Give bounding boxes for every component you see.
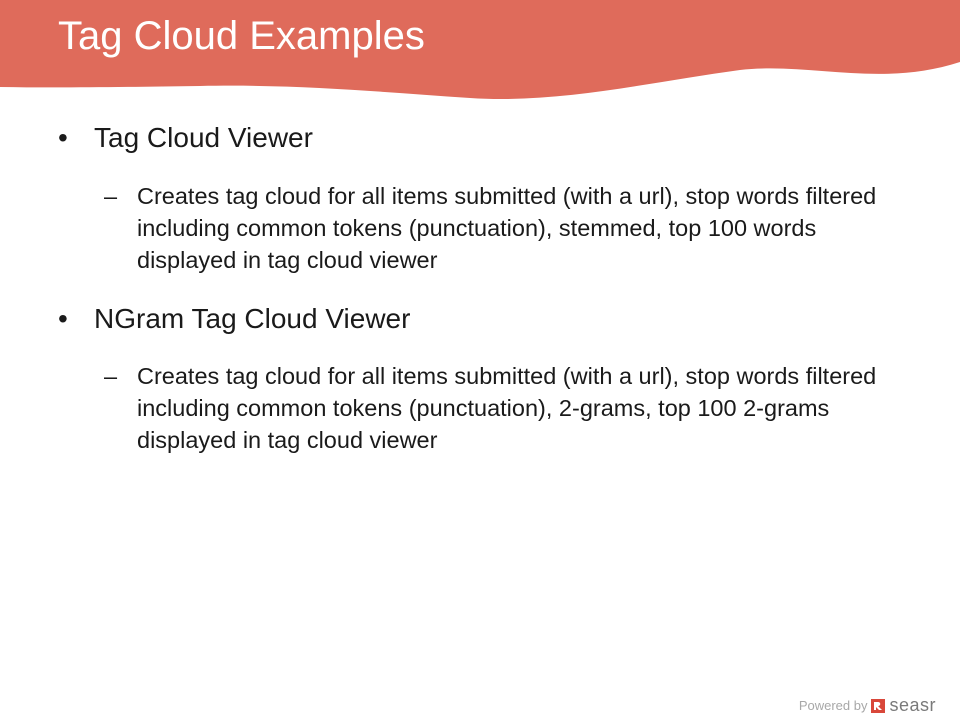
bullet-marker: • [58,122,68,153]
powered-by-text: Powered by [798,698,868,713]
seasr-logo-icon [871,699,885,713]
sub-bullet-marker: – [104,363,118,389]
sub-bullet-marker: – [104,183,118,209]
sub-bullet-ngram-tag-cloud-viewer [104,360,904,456]
bullet-label: NGram Tag Cloud Viewer [94,303,411,334]
sub-bullet-text: Creates tag cloud for all items submitted (with a url), stop words filtered including common tokens (punctuation), stemmed, top 100 words displayed in tag cloud viewer [137,183,877,273]
sub-bullet-text: Creates tag cloud for all items submitted (with a url), stop words filtered including common tokens (punctuation), 2-grams, top 100 2-grams displayed in tag cloud viewer [137,363,877,453]
seasr-brand-name: seasr [889,695,936,715]
powered-by-logo [799,695,936,716]
bullet-marker: • [58,303,68,334]
page-title: Tag Cloud Examples [58,14,425,58]
sub-bullet-tag-cloud-viewer [104,180,904,276]
bullet-ngram-tag-cloud-viewer [58,302,410,336]
bullet-label: Tag Cloud Viewer [94,122,313,153]
bullet-tag-cloud-viewer [58,121,313,155]
